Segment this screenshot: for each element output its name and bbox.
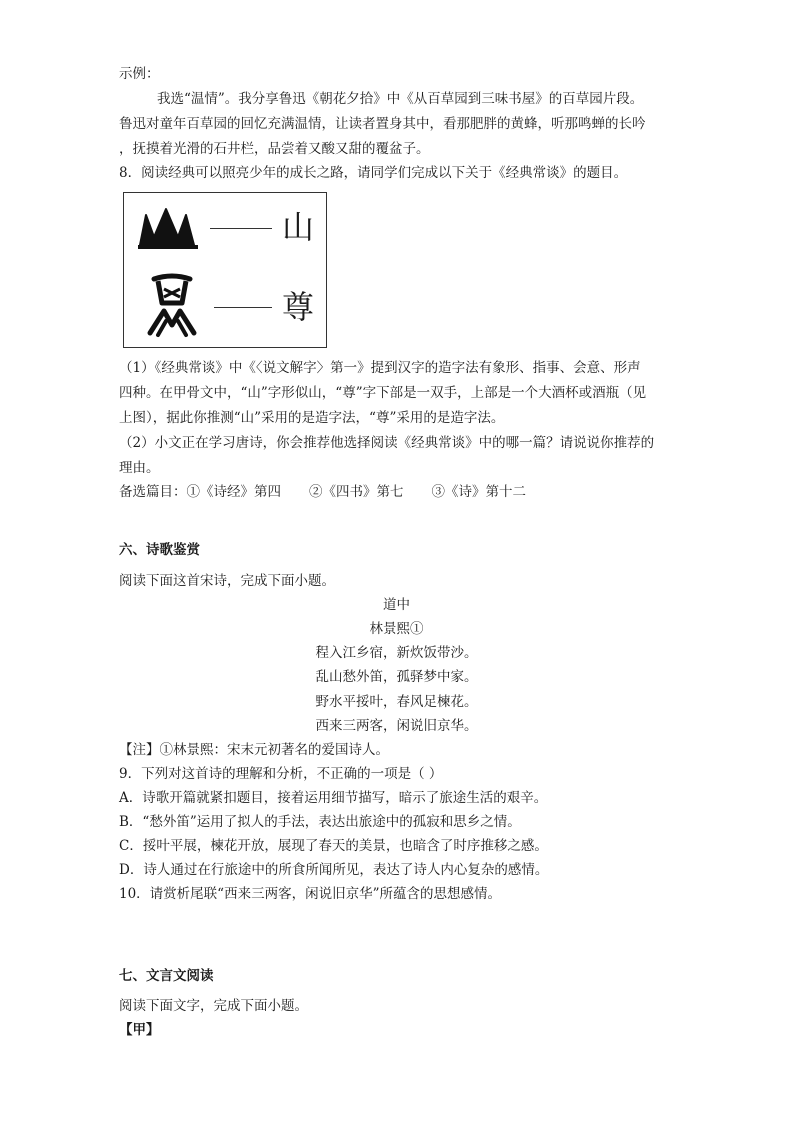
q8-sub1-line-2: 四种。在甲骨文中，“山”字形似山，“尊”字下部是一双手，上部是一个大酒杯或酒瓶（见 [119,385,647,401]
poem-note: 【注】①林景熙：宋末元初著名的爱国诗人。 [119,742,389,758]
oracle-bone-shan-glyph [136,207,200,249]
section-6-heading: 六、诗歌鉴赏 [119,542,200,558]
q8-sub1-line-3: 上图），据此你推测“山”采用的是造字法，“尊”采用的是造字法。 [119,410,505,426]
poem-title: 道中 [383,597,410,613]
options-label: 备选篇目： [119,484,187,500]
figure-dash-2 [214,307,272,308]
question-9-option-b: B．“愁外笛”运用了拟人的手法，表达出旅途中的孤寂和思乡之情。 [119,814,521,830]
q8-sub1-line-1: （1）《经典常谈》中《〈说文解字〉第一》提到汉字的造字法有象形、指事、会意、形声 [119,360,641,376]
poem-line-2: 乱山愁外笛，孤驿梦中家。 [315,669,478,685]
option-1: ①《诗经》第四 [186,484,281,500]
example-line-3: ，抚摸着光滑的石井栏，品尝着又酸又甜的覆盆子。 [119,141,430,157]
example-line-2: 鲁迅对童年百草园的回忆充满温情，让读者置身其中，看那肥胖的黄蜂，听那鸣蝉的长吟 [119,116,646,132]
poem-author: 林景熙① [369,621,424,637]
poem-line-4: 西来三两客，闲说旧京华。 [315,718,478,734]
oracle-bone-figure [123,192,327,348]
example-label: 示例： [119,66,160,82]
modern-char-zun: 尊 [282,288,315,326]
question-9-option-a: A．诗歌开篇就紧扣题目，接着运用细节描写，暗示了旅途生活的艰辛。 [119,790,548,806]
q8-sub2-line-2: 理由。 [119,460,160,476]
section-7-intro: 阅读下面文字，完成下面小题。 [119,998,308,1014]
question-9-option-d: D．诗人通过在行旅途中的所食所闻所见，表达了诗人内心复杂的感情。 [119,862,549,878]
poem-line-3: 野水平挼叶，春风足楝花。 [315,694,478,710]
option-3: ③《诗》第十二 [431,484,526,500]
section-6-intro: 阅读下面这首宋诗，完成下面小题。 [119,573,335,589]
question-10-stem: 10．请赏析尾联“西来三两客，闲说旧京华”所蕴含的思想感情。 [119,886,501,902]
passage-jia-label: 【甲】 [119,1022,160,1038]
example-line-1: 我选“温情”。我分享鲁迅《朝花夕拾》中《从百草园到三味书屋》的百草园片段。 [157,91,644,107]
figure-dash-1 [210,228,272,229]
oracle-bone-zun-glyph [144,273,200,339]
q8-sub2-line-1: （2）小文正在学习唐诗，你会推荐他选择阅读《经典常谈》中的哪一篇？请说说你推荐的 [119,435,655,451]
poem-line-1: 程入江乡宿，新炊饭带沙。 [315,645,478,661]
question-8-stem: 8．阅读经典可以照亮少年的成长之路，请同学们完成以下关于《经典常谈》的题目。 [119,165,628,181]
question-9-option-c: C．挼叶平展，楝花开放，展现了春天的美景，也暗含了时序推移之感。 [119,838,548,854]
q8-options-row [119,482,554,502]
modern-char-shan: 山 [282,208,315,246]
option-2: ②《四书》第七 [309,484,404,500]
question-9-stem: 9．下列对这首诗的理解和分析，不正确的一项是（ ） [119,766,443,782]
section-7-heading: 七、文言文阅读 [119,968,214,984]
